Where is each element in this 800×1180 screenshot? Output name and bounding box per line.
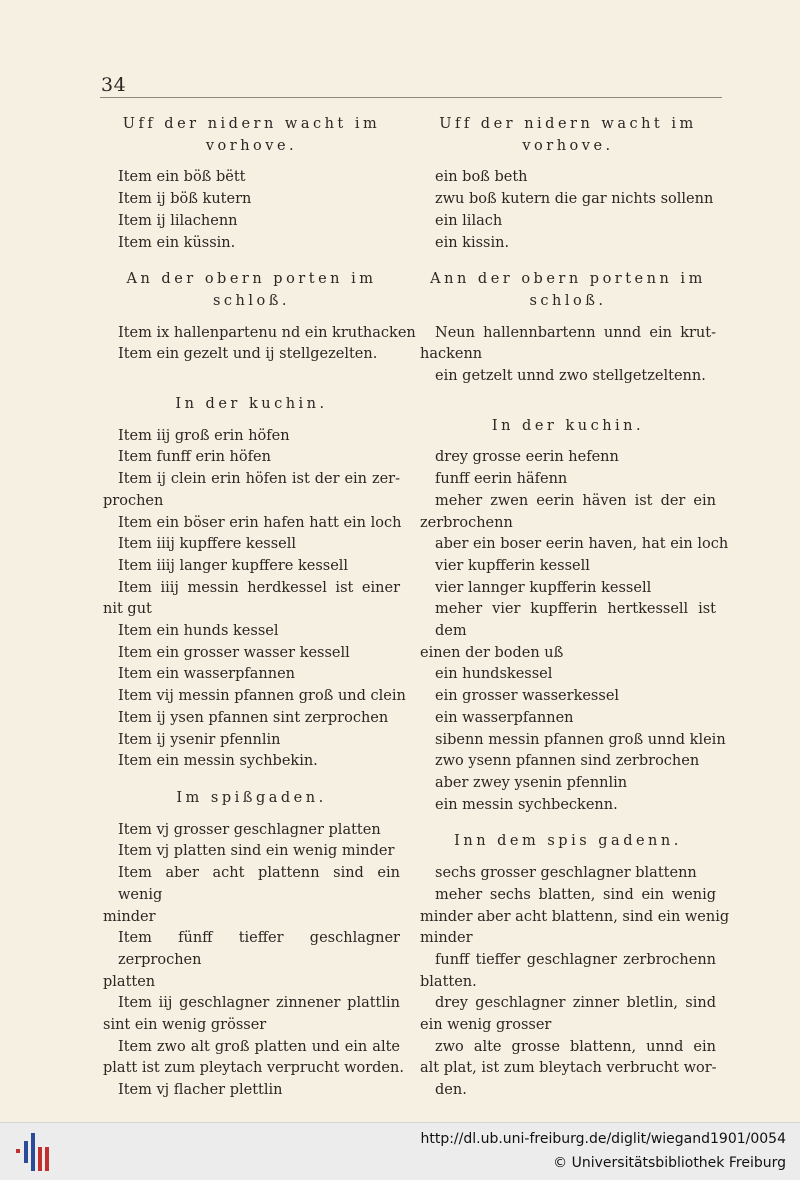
text-line: ein messin sychbeckenn. bbox=[435, 796, 618, 813]
text-line: Item ein wasserpfannen bbox=[118, 666, 296, 683]
text-line: Item ein küssin. bbox=[118, 234, 236, 251]
text-line: zwo alte grosse blattenn, unnd ein bbox=[435, 1038, 716, 1055]
text-line: aber ein boser eerin haven, hat ein loch bbox=[435, 536, 729, 553]
section-heading: An der obern porten im bbox=[126, 271, 377, 288]
text-line: Item fünff tieffer geschlagner zerprochen bbox=[118, 930, 400, 968]
text-line: Item zwo alt groß platten und ein alte bbox=[118, 1038, 400, 1055]
section-heading: In der kuchin. bbox=[491, 417, 645, 434]
text-line: ein lilach bbox=[435, 212, 503, 229]
section-heading: vorhove. bbox=[205, 137, 298, 154]
section-heading: Im spißgaden. bbox=[176, 789, 327, 806]
text-line: sint ein wenig grösser bbox=[103, 1017, 267, 1034]
text-line: Item ij clein erin höfen ist der ein zer- bbox=[118, 471, 400, 488]
section-heading: schloß. bbox=[212, 292, 291, 309]
text-line: Item vj grosser geschlagner platten bbox=[118, 821, 381, 838]
text-line: blatten. bbox=[420, 973, 477, 990]
copyright-text: © Universitätsbibliothek Freiburg bbox=[553, 1155, 786, 1171]
text-line: prochen bbox=[103, 492, 164, 509]
text-line: ein hundskessel bbox=[435, 666, 553, 683]
source-url-link[interactable]: http://dl.ub.uni-freiburg.de/diglit/wiegand1901/0054 bbox=[420, 1131, 786, 1147]
text-line: Item iiij messin herdkessel ist einer bbox=[118, 579, 400, 596]
text-line: ein kissin. bbox=[435, 234, 510, 251]
text-line: Item vj flacher plettlin bbox=[118, 1082, 283, 1099]
header-rule bbox=[100, 97, 722, 98]
text-line: platt ist zum pleytach verprucht worden. bbox=[103, 1060, 404, 1077]
viewer-footer bbox=[0, 1122, 800, 1180]
section-heading: Uff der nidern wacht im bbox=[122, 116, 381, 132]
right-column bbox=[420, 114, 730, 1102]
section-heading: Uff der nidern wacht im bbox=[439, 116, 697, 132]
text-line: Item ij ysenir pfennlin bbox=[118, 731, 281, 748]
text-line: Item iij geschlagner zinnener plattlin bbox=[118, 995, 400, 1012]
text-line: vier kupfferin kessell bbox=[435, 557, 590, 574]
text-line: Item ein böß bëtt bbox=[118, 169, 246, 186]
text-line: Item funff erin höfen bbox=[118, 449, 271, 466]
text-line: minder bbox=[103, 908, 156, 925]
text-line: ein grosser wasserkessel bbox=[435, 688, 620, 705]
text-line: meher vier kupfferin hertkessell ist dem bbox=[435, 601, 716, 640]
text-line: platten bbox=[103, 973, 156, 990]
left-column bbox=[103, 114, 416, 1102]
text-line: zwo ysenn pfannen sind zerbrochen bbox=[435, 753, 700, 770]
text-line: Item ij lilachenn bbox=[118, 212, 238, 229]
text-line: Item ein böser erin hafen hatt ein loch bbox=[118, 514, 402, 531]
text-line: ein wasserpfannen bbox=[435, 709, 574, 726]
text-line: ein wenig grosser bbox=[420, 1017, 552, 1034]
text-line: den. bbox=[435, 1082, 467, 1099]
text-line: zwu boß kutern die gar nichts sollenn bbox=[435, 191, 714, 208]
text-line: Neun hallennbartenn unnd ein krut- bbox=[435, 324, 716, 341]
section-heading: In der kuchin. bbox=[175, 396, 328, 413]
text-line: Item iiij kupffere kessell bbox=[118, 536, 297, 553]
section-heading: vorhove. bbox=[522, 137, 614, 154]
text-line: aber zwey ysenin pfennlin bbox=[435, 774, 628, 791]
text-line: drey geschlagner zinner bletlin, sind bbox=[435, 995, 716, 1012]
page-number: 34 bbox=[101, 74, 127, 96]
text-line: einen der boden uß bbox=[420, 644, 564, 661]
text-line: vier lannger kupfferin kessell bbox=[435, 579, 652, 596]
text-line: Item vij messin pfannen groß und clein bbox=[118, 688, 406, 705]
text-line: Item iiij langer kupffere kessell bbox=[118, 557, 349, 574]
text-line: hackenn bbox=[420, 346, 483, 363]
text-line: ein getzelt unnd zwo stellgetzeltenn. bbox=[435, 368, 706, 385]
text-line: meher sechs blatten, sind ein wenig bbox=[435, 886, 716, 903]
text-line: meher zwen eerin häven ist der ein bbox=[435, 492, 716, 509]
text-line: Item iij groß erin höfen bbox=[118, 427, 290, 444]
library-logo-icon bbox=[12, 1131, 52, 1173]
text-line: Item ein gezelt und ij stellgezelten. bbox=[118, 346, 378, 363]
text-line: minder bbox=[420, 930, 473, 947]
text-line: Item aber acht plattenn sind ein wenig bbox=[118, 865, 400, 903]
text-line: sibenn messin pfannen groß unnd klein bbox=[435, 731, 726, 748]
section-heading: Ann der obern portenn im bbox=[430, 271, 706, 288]
text-line: sechs grosser geschlagner blattenn bbox=[435, 865, 697, 882]
text-line: drey grosse eerin hefenn bbox=[435, 449, 619, 466]
text-line: Item ij böß kutern bbox=[118, 191, 252, 208]
text-line: funff eerin häfenn bbox=[435, 471, 568, 488]
text-line: nit gut bbox=[103, 601, 152, 618]
text-line: Item ix hallenpartenu nd ein kruthacken bbox=[118, 324, 416, 341]
text-line: Item vj platten sind ein wenig minder bbox=[118, 843, 395, 860]
text-line: ein boß beth bbox=[435, 169, 528, 186]
text-line: funff tieffer geschlagner zerbrochenn bbox=[435, 951, 716, 968]
text-line: Item ein messin sychbekin. bbox=[118, 753, 318, 770]
text-line: minder aber acht blattenn, sind ein wenig bbox=[420, 908, 730, 925]
section-heading: schloß. bbox=[529, 292, 607, 309]
text-line: alt plat, ist zum bleytach verbrucht wor- bbox=[420, 1060, 717, 1077]
text-line: Item ij ysen pfannen sint zerprochen bbox=[118, 709, 389, 726]
text-line: zerbrochenn bbox=[420, 514, 513, 531]
section-heading: Inn dem spis gadenn. bbox=[454, 833, 682, 850]
text-line: Item ein hunds kessel bbox=[118, 623, 279, 640]
text-line: Item ein grosser wasser kessell bbox=[118, 644, 350, 661]
